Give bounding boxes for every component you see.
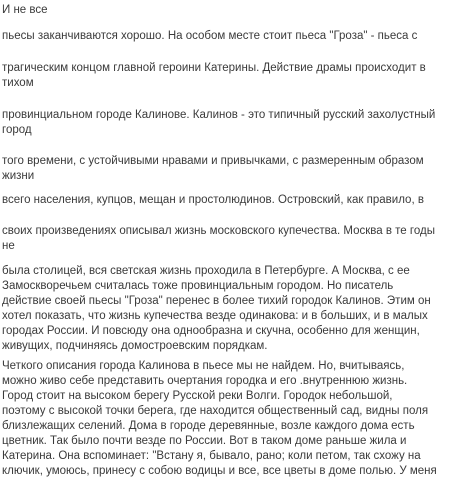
paragraph: того времени, с устойчивыми нравами и привычками, с размеренным образом жизни bbox=[2, 155, 424, 182]
paragraph: Четкого описания города Калинова в пьесе мы не найдем. Но, вчитываясь, можно живо себе представить очертания городка и его .внутреннюю жизнь. Город стоит на высоком берегу Русской реки Волги. Городок небольшой, поэтому с высокой точки берега, где находится общественный сад, видны поля близлежащих селений. Дома в городе деревянные, возле каждого дома есть цветник. Так было почти везде по России. Вот в таком доме раньше жила и Катерина. Она вспоминает: "Встану я, бывало, рано; коли петом, так схожу на ключик, умоюсь, принесу с собою водицы и все, все цветы в доме полью. У меня bbox=[2, 360, 437, 477]
paragraph: была столицей, вся светская жизнь проходила в Петербурге. А Москва, с ее Замоскворечьем считалась тоже провинциальным городом. Но писатель действие своей пьесы "Гроза" перенес в более тихий городок Калинов. Этим он хотел показать, что жизнь купечества везде одинакова: и в больших, и в малых городах России. И повсюду она однообразна и скучна, особенно для женщин, живущих, подчиняясь домостроевским порядкам. bbox=[2, 265, 431, 352]
paragraph: трагическим концом главной героини Катерины. Действие драмы происходит в тихом bbox=[2, 62, 426, 89]
paragraph: пьесы заканчиваются хорошо. На особом месте стоит пьеса "Гроза" - пьеса с bbox=[2, 30, 418, 42]
paragraph: провинциальном городе Калинове. Калинов - это типичный русский захолустный город bbox=[2, 109, 436, 136]
paragraph: всего населения, купцов, мещан и простолюдинов. Островский, как правило, в bbox=[2, 194, 424, 206]
paragraph: своих произведениях описывал жизнь московского купечества. Москва в те годы не bbox=[2, 225, 435, 252]
paragraph: И не все bbox=[2, 4, 48, 16]
